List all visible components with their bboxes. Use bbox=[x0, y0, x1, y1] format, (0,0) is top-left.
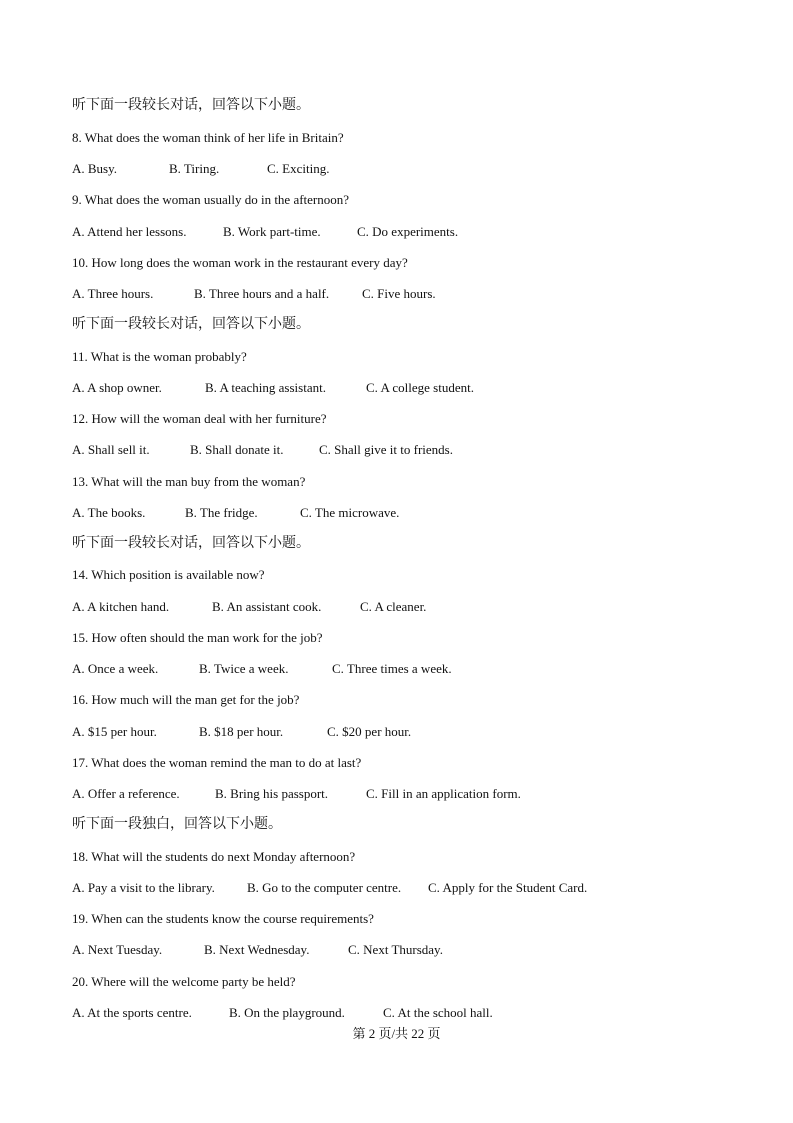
options-row-14 bbox=[72, 599, 426, 615]
option-c: C. The microwave. bbox=[300, 505, 400, 520]
options-row-17 bbox=[72, 786, 521, 802]
option-b: B. $18 per hour. bbox=[199, 724, 284, 739]
options-row-9 bbox=[72, 224, 458, 240]
option-a: A. Once a week. bbox=[72, 661, 159, 676]
option-c: C. At the school hall. bbox=[383, 1005, 493, 1020]
options-row-18 bbox=[72, 880, 587, 896]
question-12: 12. How will the woman deal with her furniture? bbox=[72, 411, 327, 426]
option-c: C. Do experiments. bbox=[357, 224, 459, 239]
option-c: C. Three times a week. bbox=[332, 661, 452, 676]
question-8: 8. What does the woman think of her life in Britain? bbox=[72, 130, 344, 145]
options-row-13 bbox=[72, 505, 399, 521]
option-b: B. The fridge. bbox=[185, 505, 258, 520]
question-18: 18. What will the students do next Monday afternoon? bbox=[72, 849, 356, 864]
option-c: C. A college student. bbox=[366, 380, 474, 395]
option-a: A. Three hours. bbox=[72, 286, 154, 301]
option-a: A. Shall sell it. bbox=[72, 442, 150, 457]
options-row-20 bbox=[72, 1005, 493, 1021]
option-b: B. Shall donate it. bbox=[190, 442, 284, 457]
question-14: 14. Which position is available now? bbox=[72, 567, 265, 582]
question-9: 9. What does the woman usually do in the afternoon? bbox=[72, 192, 350, 207]
question-17: 17. What does the woman remind the man to do at last? bbox=[72, 755, 362, 770]
options-row-15 bbox=[72, 661, 452, 677]
option-a: A. Pay a visit to the library. bbox=[72, 880, 215, 895]
section-heading: 听下面一段较长对话，回答以下小题。 bbox=[72, 535, 310, 551]
option-c: C. $20 per hour. bbox=[327, 724, 412, 739]
option-a: A. Offer a reference. bbox=[72, 786, 180, 801]
question-10: 10. How long does the woman work in the restaurant every day? bbox=[72, 255, 408, 270]
options-row-16 bbox=[72, 724, 411, 740]
option-b: B. On the playground. bbox=[229, 1005, 345, 1020]
option-c: C. A cleaner. bbox=[360, 599, 427, 614]
question-13: 13. What will the man buy from the woman? bbox=[72, 474, 306, 489]
option-a: A. At the sports centre. bbox=[72, 1005, 192, 1020]
option-a: A. $15 per hour. bbox=[72, 724, 157, 739]
option-a: A. Attend her lessons. bbox=[72, 224, 187, 239]
section-heading: 听下面一段较长对话，回答以下小题。 bbox=[72, 316, 310, 332]
options-row-11 bbox=[72, 380, 474, 396]
section-heading: 听下面一段独白，回答以下小题。 bbox=[72, 816, 282, 832]
option-a: A. The books. bbox=[72, 505, 146, 520]
option-b: B. Three hours and a half. bbox=[194, 286, 330, 301]
option-b: B. Bring his passport. bbox=[215, 786, 329, 801]
option-b: B. An assistant cook. bbox=[212, 599, 322, 614]
option-c: C. Fill in an application form. bbox=[366, 786, 521, 801]
question-19: 19. When can the students know the course requirements? bbox=[72, 911, 374, 926]
option-b: B. A teaching assistant. bbox=[205, 380, 326, 395]
option-a: A. A shop owner. bbox=[72, 380, 162, 395]
options-row-10 bbox=[72, 286, 436, 302]
option-b: B. Work part-time. bbox=[223, 224, 321, 239]
option-c: C. Five hours. bbox=[362, 286, 436, 301]
option-b: B. Tiring. bbox=[169, 161, 220, 176]
option-c: C. Shall give it to friends. bbox=[319, 442, 453, 457]
options-row-19 bbox=[72, 942, 443, 958]
page-footer: 第 2 页/共 22 页 bbox=[352, 1026, 441, 1041]
option-b: B. Twice a week. bbox=[199, 661, 289, 676]
question-16: 16. How much will the man get for the job? bbox=[72, 692, 300, 707]
option-a: A. A kitchen hand. bbox=[72, 599, 170, 614]
section-heading: 听下面一段较长对话，回答以下小题。 bbox=[72, 97, 310, 113]
question-11: 11. What is the woman probably? bbox=[72, 349, 247, 364]
option-a: A. Next Tuesday. bbox=[72, 942, 163, 957]
option-b: B. Next Wednesday. bbox=[204, 942, 310, 957]
question-20: 20. Where will the welcome party be held? bbox=[72, 974, 296, 989]
options-row-8 bbox=[72, 161, 329, 177]
option-c: C. Next Thursday. bbox=[348, 942, 443, 957]
option-b: B. Go to the computer centre. bbox=[247, 880, 402, 895]
question-15: 15. How often should the man work for the job? bbox=[72, 630, 323, 645]
option-a: A. Busy. bbox=[72, 161, 118, 176]
option-c: C. Apply for the Student Card. bbox=[428, 880, 588, 895]
option-c: C. Exciting. bbox=[267, 161, 330, 176]
options-row-12 bbox=[72, 442, 453, 458]
